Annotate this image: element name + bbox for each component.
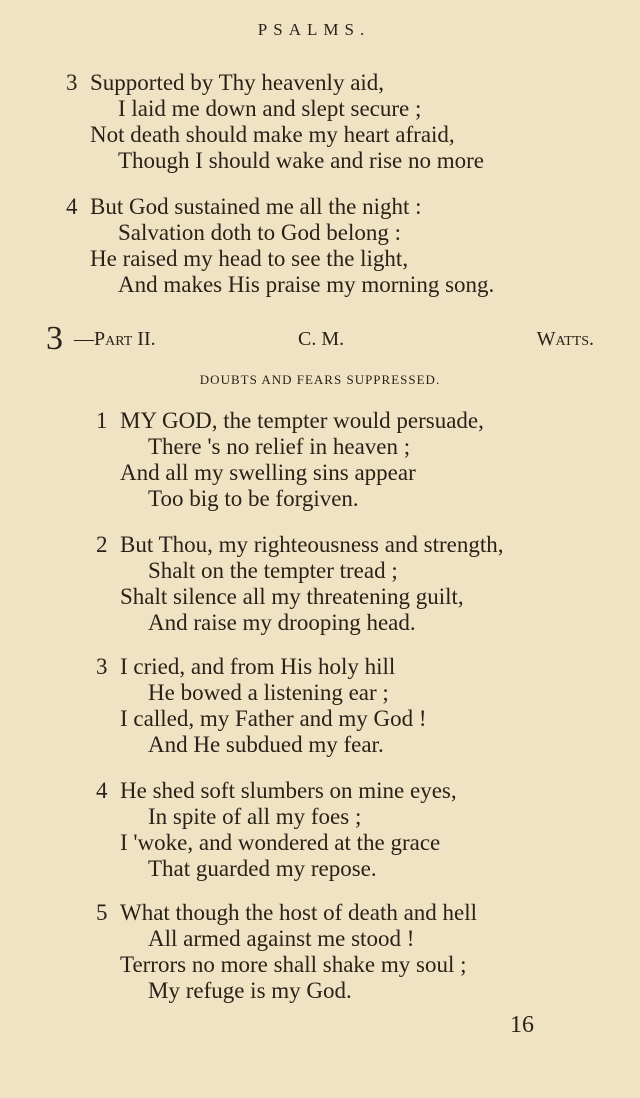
hymn-part: —Part II. (74, 328, 156, 350)
stanza-line: I cried, and from His holy hill (120, 654, 396, 679)
stanza-line: And He subdued my fear. (148, 732, 384, 757)
stanza-2 (96, 532, 504, 636)
stanza-line: He shed soft slumbers on mine eyes, (120, 778, 457, 803)
stanza-number: 2 (96, 532, 108, 557)
stanza-line: All armed against me stood ! (148, 926, 415, 951)
stanza-line: Though I should wake and rise no more (118, 148, 485, 173)
stanza-line: What though the host of death and hell (120, 900, 478, 925)
stanza-line: Supported by Thy heavenly aid, (90, 70, 385, 95)
stanza-line: I called, my Father and my God ! (120, 706, 427, 731)
stanza-number: 3 (66, 70, 78, 95)
stanza-number: 4 (96, 778, 108, 803)
hymn-author: Watts. (536, 328, 594, 350)
stanza-line: And raise my drooping head. (148, 610, 416, 635)
stanza-line: But God sustained me all the night : (90, 194, 422, 219)
stanza-number: 3 (96, 654, 108, 679)
stanza-line: My refuge is my God. (148, 978, 352, 1003)
hymn-meter: C. M. (298, 328, 345, 350)
stanza-line: That guarded my repose. (148, 856, 377, 881)
hymn-subtitle: DOUBTS AND FEARS SUPPRESSED. (199, 372, 441, 387)
stanza-line: I 'woke, and wondered at the grace (120, 830, 441, 855)
stanza-line: Not death should make my heart afraid, (90, 122, 455, 147)
stanza-line: Salvation doth to God belong : (118, 220, 402, 245)
stanza-1 (96, 408, 484, 512)
hymn-section-header (46, 320, 594, 357)
stanza-line: I laid me down and slept secure ; (118, 96, 422, 121)
stanza-line: But Thou, my righteousness and strength, (120, 532, 504, 557)
stanza-top-4 (66, 194, 494, 298)
stanza-number: 1 (96, 408, 108, 433)
stanza-3 (96, 654, 427, 758)
stanza-line: Shalt on the tempter tread ; (148, 558, 398, 583)
stanza-line: Shalt silence all my threatening guilt, (120, 584, 464, 609)
stanza-line: He raised my head to see the light, (90, 246, 409, 271)
stanza-5 (96, 900, 477, 1004)
stanza-line: And all my swelling sins appear (120, 460, 416, 485)
stanza-top-3 (66, 70, 484, 174)
page-number: 16 (510, 1012, 534, 1038)
running-header: PSALMS. (257, 20, 371, 39)
stanza-line: And makes His praise my morning song. (118, 272, 495, 297)
stanza-line: He bowed a listening ear ; (148, 680, 389, 705)
stanza-line: Too big to be forgiven. (148, 486, 359, 511)
stanza-number: 5 (96, 900, 108, 925)
stanza-line: In spite of all my foes ; (148, 804, 362, 829)
stanza-line: There 's no relief in heaven ; (148, 434, 411, 459)
stanza-line: MY GOD, the tempter would persuade, (120, 408, 484, 433)
stanza-line: Terrors no more shall shake my soul ; (120, 952, 467, 977)
hymn-number: 3 (46, 320, 63, 357)
stanza-number: 4 (66, 194, 78, 219)
stanza-4 (96, 778, 457, 882)
